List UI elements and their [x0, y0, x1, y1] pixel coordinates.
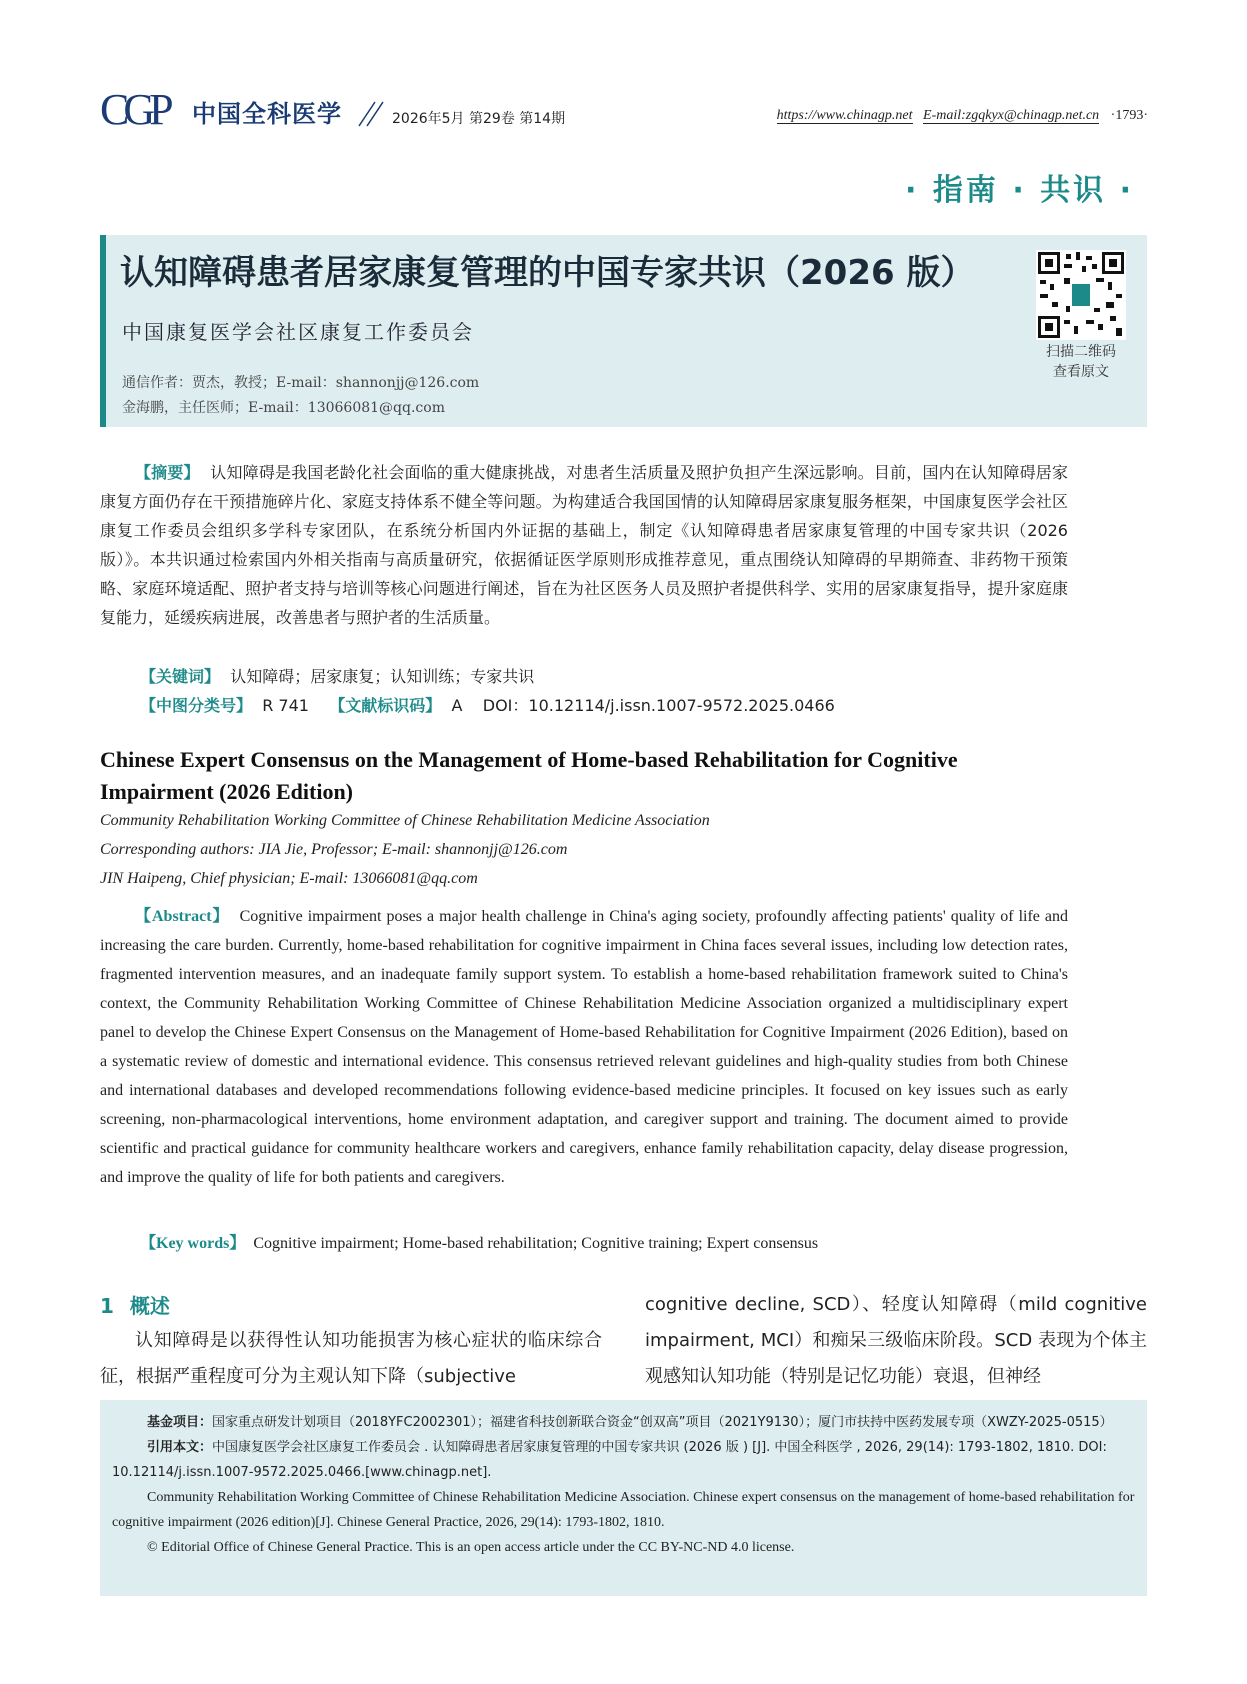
- journal-name: 中国全科医学: [192, 100, 342, 128]
- abstract-cn-label: 【摘要】: [135, 463, 200, 482]
- journal-logo: [100, 85, 350, 134]
- section-title: 概述: [129, 1294, 170, 1318]
- body-left-column: 认知障碍是以获得性认知功能损害为核心症状的临床综合征，根据严重程度可分为主观认知下降（subjective: [100, 1330, 602, 1387]
- abstract-cn-text: 认知障碍是我国老龄化社会面临的重大健康挑战，对患者生活质量及照护负担产生深远影响。目前，国内在认知障碍居家康复方面仍存在干预措施碎片化、家庭支持体系不健全等问题。为构建适合我国国情的认知障碍居家康复服务框架，中国康复医学会社区康复工作委员会组织多学科专家团队，在系统分析国内外证据的基础上，制定《认知障碍患者居家康复管理的中国专家共识（2026 版）》。本共识通过检索国内外相关指南与高质量研究，依据循证医学原则形成推荐意见，重点围绕认知障碍的早期筛查、非药物干预策略、家庭环境适配、照护者支持与培训等核心问题进行阐述，旨在为社区医务人员及照护者提供科学、实用的居家康复指导，提升家庭康复能力，延缓疾病进展，改善患者与照护者的生活质量。: [100, 463, 1068, 627]
- keywords-cn-text: 认知障碍；居家康复；认知训练；专家共识: [230, 667, 535, 686]
- abstract-cn: [100, 458, 1068, 632]
- clc-label: 【中图分类号】: [140, 696, 253, 715]
- footer-text: [112, 1410, 1135, 1560]
- abstract-en-label: 【Abstract】: [135, 908, 230, 925]
- abstract-en-text: Cognitive impairment poses a major health challenge in China's aging society, profoundly affecting patients' quality of life and increasing the care burden. Currently, home-based rehabilitation for cognitive impairment in China faces several issues, including low detection rates, fragmented intervention measures, and an inadequate family support system. To establish a home-based rehabilitation framework suited to China's context, the Community Rehabilitation Working Committee of Chinese Rehabilitation Medicine Association organized a multidisciplinary expert panel to develop the Chinese Expert Consensus on the Management of Home-based Rehabilitation for Cognitive Impairment (2026 Edition), based on a systematic review of domestic and international evidence. This consensus retrieved relevant guidelines and high-quality studies from both Chinese and international databases and developed recommendations following evidence-based medicine principles. It focused on key issues such as early screening, non-pharmacological interventions, home environment adaptation, and caregiver support and training. The document aimed to provide scientific and practical guidance for community healthcare workers and caregivers, enhance family rehabilitation capacity, delay disease progression, and improve the quality of life for both patients and caregivers.: [100, 908, 1068, 1186]
- qr-caption: [1025, 342, 1137, 382]
- corresponding-en-line2: JIN Haipeng, Chief physician; E-mail: 13066081@qq.com: [100, 870, 478, 887]
- corresponding-cn-line2: 金海鹏，主任医师；E-mail：13066081@qq.com: [122, 400, 445, 416]
- abstract-en: [100, 902, 1068, 1192]
- cite-text: 中国康复医学会社区康复工作委员会 . 认知障碍患者居家康复管理的中国专家共识 (2026 版 ) [J]. 中国全科医学 , 2026, 29(14): 1793-1802, 1810. DOI: 10.12114/j.issn.1007-9572.2025.0466.[www.chinagp.net].: [112, 1440, 1107, 1480]
- title-accent-bar: [100, 235, 106, 427]
- keywords-en: [140, 1230, 818, 1253]
- keywords-en-label: 【Key words】: [140, 1235, 246, 1252]
- keywords-en-text: Cognitive impairment; Home-based rehabilitation; Cognitive training; Expert consensus: [253, 1235, 819, 1252]
- journal-email: E-mail:zgqkyx@chinagp.net.cn: [923, 108, 1100, 123]
- doc-code-value: A: [451, 696, 463, 715]
- doi[interactable]: DOI：10.12114/j.issn.1007-9572.2025.0466: [482, 696, 835, 715]
- article-title-cn: 认知障碍患者居家康复管理的中国专家共识（2026 版）: [120, 253, 975, 293]
- fund-label: 基金项目：: [147, 1415, 213, 1430]
- qr-code-icon[interactable]: [1036, 250, 1126, 340]
- issue-info: 2026年5月 第29卷 第14期: [392, 111, 566, 127]
- doc-code-label: 【文献标识码】: [329, 696, 442, 715]
- author-en: Community Rehabilitation Working Committee of Chinese Rehabilitation Medicine Association: [100, 812, 710, 829]
- header-slash-icon: [355, 98, 385, 128]
- classification-line: [140, 693, 835, 716]
- body-right-column: cognitive decline, SCD）、轻度认知障碍（mild cognitive impairment, MCI）和痴呆三级临床阶段。SCD 表现为个体主观感知认知功能（特别是记忆功能）衰退，但神经: [645, 1294, 1147, 1387]
- section-heading: [100, 1290, 170, 1319]
- cite-en: Community Rehabilitation Working Committee of Chinese Rehabilitation Medicine Association. Chinese expert consensus on the management of home-based rehabilitation for cognitive impairment (2026 edition)[J]. Chinese General Practice, 2026, 29(14): 1793-1802, 1810.: [112, 1490, 1135, 1530]
- article-title-en: Chinese Expert Consensus on the Management of Home-based Rehabilitation for Cognitive Impairment (2026 Edition): [100, 747, 958, 804]
- logo-letters: CGP: [100, 85, 168, 134]
- corresponding-en-line1: Corresponding authors: JIA Jie, Professor; E-mail: shannonjj@126.com: [100, 841, 568, 858]
- clc-value: R 741: [262, 696, 309, 715]
- page-number: ·1793·: [1110, 108, 1148, 123]
- website-link[interactable]: https://www.chinagp.net: [776, 108, 913, 123]
- corresponding-cn-line1: 通信作者：贾杰，教授；E-mail：shannonjj@126.com: [122, 375, 480, 391]
- cite-label: 引用本文：: [147, 1440, 213, 1455]
- qr-caption-line1: 扫描二维码: [1046, 344, 1116, 360]
- fund-paragraph: [112, 1410, 1135, 1435]
- copyright: © Editorial Office of Chinese General Practice. This is an open access article under the CC BY-NC-ND 4.0 license.: [147, 1540, 795, 1555]
- section-tag: · 指南 · 共识 ·: [905, 173, 1134, 208]
- qr-caption-line2: 查看原文: [1053, 364, 1109, 380]
- cite-paragraph: [112, 1435, 1135, 1485]
- keywords-cn-label: 【关键词】: [140, 667, 221, 686]
- section-number: 1: [100, 1294, 114, 1318]
- corresponding-cn: [122, 371, 479, 421]
- fund-text: 国家重点研发计划项目（2018YFC2002301）；福建省科技创新联合资金“创双高”项目（2021Y9130）；厦门市扶持中医药发展专项（XWZY-2025-0515）: [212, 1415, 1113, 1430]
- keywords-cn: [140, 664, 534, 687]
- header-right: [700, 108, 1148, 124]
- author-cn: 中国康复医学会社区康复工作委员会: [122, 320, 474, 344]
